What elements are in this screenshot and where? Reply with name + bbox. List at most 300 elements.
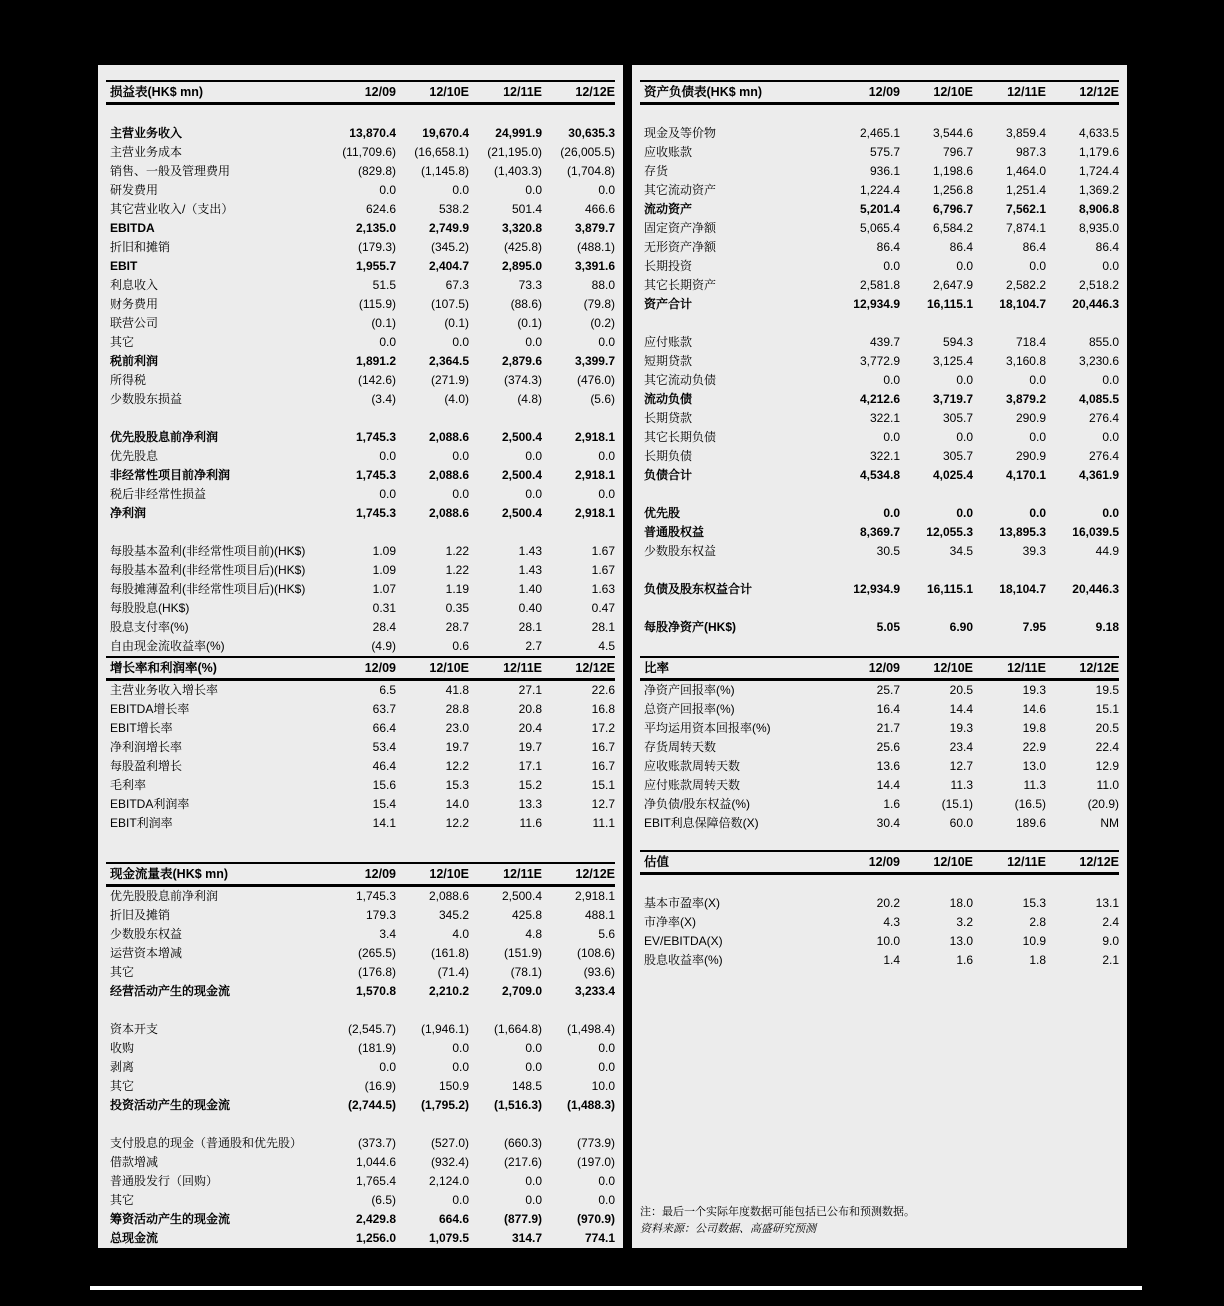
column-header: 12/10E — [933, 661, 973, 675]
column-header: 12/11E — [1007, 855, 1046, 869]
cell-value — [973, 874, 1046, 895]
cell-value: 21.7 — [876, 721, 900, 735]
row-label: EBITDA增长率 — [110, 702, 190, 716]
section-header-row — [640, 81, 1119, 104]
cell-value: 501.4 — [511, 202, 542, 216]
cell-value: (108.6) — [576, 946, 615, 960]
blank-row — [640, 561, 1119, 580]
table-row — [640, 181, 1119, 200]
table-row — [106, 219, 615, 238]
cell-value: 3,544.6 — [932, 126, 973, 140]
row-label — [640, 874, 827, 895]
cell-value: 1.40 — [518, 582, 542, 596]
cell-value: 14.1 — [372, 816, 396, 830]
cell-value: 7.95 — [1022, 620, 1046, 634]
cell-value: 2,088.6 — [428, 506, 469, 520]
cell-value: 44.9 — [1095, 544, 1119, 558]
table-row — [640, 447, 1119, 466]
column-header: 12/09 — [868, 661, 900, 675]
table-row — [106, 906, 615, 925]
cell-value: 6.90 — [949, 620, 973, 634]
cell-value: (271.9) — [430, 373, 469, 387]
section-title: 增长率和利润率(%) — [110, 661, 217, 675]
table-row — [106, 795, 615, 814]
cell-value: 987.3 — [1015, 145, 1046, 159]
table-row — [106, 428, 615, 447]
cell-value: 1,570.8 — [355, 984, 396, 998]
cell-value: 150.9 — [438, 1079, 469, 1093]
cell-value: 13.3 — [518, 797, 542, 811]
cell-value: 290.9 — [1015, 449, 1046, 463]
cell-value: (4.8) — [517, 392, 542, 406]
cell-value: 18,104.7 — [999, 582, 1046, 596]
row-label: 每股基本盈利(非经常性项目前)(HK$) — [110, 544, 306, 558]
cell-value: 23.0 — [445, 721, 469, 735]
footer-divider-line — [90, 1286, 1142, 1290]
table-row — [106, 1039, 615, 1058]
cell-value: 3,320.8 — [501, 221, 542, 235]
row-label: 经营活动产生的现金流 — [110, 984, 231, 998]
cell-value: 718.4 — [1015, 335, 1046, 349]
table-row — [106, 637, 615, 656]
cell-value: (1,488.3) — [566, 1098, 615, 1112]
cell-value: 575.7 — [869, 145, 900, 159]
row-label: 利息收入 — [110, 278, 159, 292]
cell-value: 12.2 — [445, 759, 469, 773]
row-label: 运营资本增减 — [110, 946, 183, 960]
cell-value: 0.0 — [1029, 373, 1046, 387]
cell-value — [469, 1001, 542, 1020]
row-label: 应付账款 — [644, 335, 693, 349]
cell-value: (527.0) — [430, 1136, 469, 1150]
row-label: 应收账款 — [644, 145, 693, 159]
cell-value: (88.6) — [510, 297, 542, 311]
table-row — [640, 466, 1119, 485]
table-row — [106, 700, 615, 719]
cell-value: 0.0 — [1102, 506, 1119, 520]
cell-value: 5,201.4 — [859, 202, 900, 216]
cell-value: 1.6 — [956, 953, 973, 967]
cell-value — [1046, 104, 1119, 125]
cell-value — [900, 599, 973, 618]
cell-value — [1046, 637, 1119, 656]
table-row — [640, 504, 1119, 523]
cell-value — [827, 874, 900, 895]
cell-value: 12.9 — [1095, 759, 1119, 773]
cell-value: 19.7 — [445, 740, 469, 754]
row-label — [640, 637, 827, 656]
cell-value: (151.9) — [503, 946, 542, 960]
cell-value: (115.9) — [358, 297, 396, 311]
cell-value: 2,500.4 — [501, 506, 542, 520]
cell-value — [827, 599, 900, 618]
cell-value: 15.4 — [372, 797, 396, 811]
cell-value: (4.9) — [371, 639, 396, 653]
cell-value: 305.7 — [942, 449, 973, 463]
blank-row — [106, 104, 615, 125]
table-row — [640, 894, 1119, 913]
row-label: 税后非经常性损益 — [110, 487, 207, 501]
row-label: 支付股息的现金（普通股和优先股） — [110, 1136, 303, 1150]
cell-value: 11.6 — [519, 816, 542, 830]
row-label: 长期贷款 — [644, 411, 693, 425]
row-label: 每股盈利增长 — [110, 759, 183, 773]
cell-value: 20.5 — [1095, 721, 1119, 735]
row-label: 筹资活动产生的现金流 — [110, 1212, 231, 1226]
cell-value: 0.0 — [452, 449, 469, 463]
table-row — [640, 776, 1119, 795]
cell-value — [323, 409, 396, 428]
row-label: EBITDA利润率 — [110, 797, 190, 811]
cell-value: 27.1 — [518, 683, 542, 697]
section-header-row — [106, 657, 615, 680]
cell-value: 30.4 — [876, 816, 900, 830]
cell-value: 0.0 — [956, 506, 973, 520]
cell-value: 15.6 — [372, 778, 396, 792]
cell-value: 1.22 — [445, 563, 469, 577]
row-label: 联营公司 — [110, 316, 159, 330]
cell-value: (11,709.6) — [342, 145, 396, 159]
cell-value: 2,465.1 — [859, 126, 900, 140]
cell-value: 1.19 — [445, 582, 469, 596]
table-row — [106, 925, 615, 944]
cell-value: 88.0 — [591, 278, 615, 292]
cell-value: (1,946.1) — [420, 1022, 469, 1036]
row-label: 少数股东损益 — [110, 392, 183, 406]
cell-value — [323, 523, 396, 542]
table-row — [106, 200, 615, 219]
cell-value: 345.2 — [438, 908, 469, 922]
cell-value: 14.4 — [876, 778, 900, 792]
table-row — [640, 371, 1119, 390]
cell-value: 22.6 — [591, 683, 615, 697]
table-row — [106, 238, 615, 257]
row-label: 资本开支 — [110, 1022, 159, 1036]
row-label — [106, 523, 323, 542]
cell-value: 15.2 — [518, 778, 542, 792]
cell-value: (26,005.5) — [560, 145, 615, 159]
cell-value: 0.0 — [1102, 373, 1119, 387]
cell-value — [973, 314, 1046, 333]
table-row — [106, 504, 615, 523]
cell-value: 14.6 — [1022, 702, 1046, 716]
section-title: 损益表(HK$ mn) — [110, 85, 204, 99]
cell-value: 19.7 — [518, 740, 542, 754]
column-header: 12/12E — [1079, 85, 1119, 99]
cell-value — [542, 409, 615, 428]
table-row — [640, 200, 1119, 219]
cell-value — [396, 1001, 469, 1020]
row-label: 销售、一般及管理费用 — [110, 164, 231, 178]
cell-value: 1,765.4 — [355, 1174, 396, 1188]
cell-value: 0.0 — [598, 1193, 615, 1207]
row-label: 其它营业收入/（支出） — [110, 202, 234, 216]
cell-value — [396, 104, 469, 125]
cell-value: 774.1 — [584, 1231, 615, 1245]
cell-value: 1,745.3 — [355, 889, 396, 903]
cell-value: 19.3 — [949, 721, 973, 735]
cell-value: 0.0 — [598, 335, 615, 349]
ratios-table — [640, 656, 1119, 833]
cell-value: 1.67 — [591, 544, 615, 558]
cell-value: (877.9) — [503, 1212, 542, 1226]
cell-value: 2.1 — [1102, 953, 1119, 967]
cell-value: 12.2 — [445, 816, 469, 830]
table-row — [106, 352, 615, 371]
cell-value: 0.0 — [379, 449, 396, 463]
row-label — [106, 104, 323, 125]
cell-value: 3,859.4 — [1005, 126, 1046, 140]
table-row — [106, 1077, 615, 1096]
column-header: 12/09 — [364, 867, 396, 881]
cell-value: 9.0 — [1102, 934, 1119, 948]
column-header: 12/09 — [868, 855, 900, 869]
cell-value: 20,446.3 — [1072, 582, 1119, 596]
cell-value: 2,088.6 — [428, 468, 469, 482]
valuation-section — [640, 850, 1119, 970]
cell-value: 0.0 — [452, 1060, 469, 1074]
cell-value: 0.0 — [452, 1041, 469, 1055]
column-header: 12/12E — [575, 85, 615, 99]
cell-value: 1,724.4 — [1078, 164, 1119, 178]
row-label: 存货 — [644, 164, 669, 178]
cell-value: 0.0 — [379, 487, 396, 501]
table-row — [106, 580, 615, 599]
cell-value: 0.0 — [598, 1060, 615, 1074]
cell-value: 2,210.2 — [428, 984, 469, 998]
row-label: 固定资产净额 — [644, 221, 717, 235]
cell-value — [542, 1001, 615, 1020]
row-label: 少数股东权益 — [644, 544, 717, 558]
cell-value: 594.3 — [942, 335, 973, 349]
cell-value: 2,088.6 — [428, 430, 469, 444]
cell-value: 3,879.7 — [574, 221, 615, 235]
cell-value: 20,446.3 — [1072, 297, 1119, 311]
cell-value: 6.5 — [379, 683, 396, 697]
cell-value: 4,085.5 — [1078, 392, 1119, 406]
cell-value: 2,429.8 — [355, 1212, 396, 1226]
row-label — [106, 1115, 323, 1134]
table-row — [106, 776, 615, 795]
cell-value: 2,124.0 — [428, 1174, 469, 1188]
cell-value: 17.2 — [591, 721, 615, 735]
cell-value: 4,534.8 — [859, 468, 900, 482]
cell-value — [900, 485, 973, 504]
cell-value: 1.07 — [372, 582, 396, 596]
cell-value: 15.3 — [1022, 896, 1046, 910]
cell-value: 1.67 — [591, 563, 615, 577]
cell-value: 3,719.7 — [932, 392, 973, 406]
cell-value — [827, 485, 900, 504]
cell-value: 13,870.4 — [349, 126, 396, 140]
cell-value: 11.0 — [1096, 778, 1119, 792]
cell-value — [900, 104, 973, 125]
cell-value: 2,749.9 — [428, 221, 469, 235]
cell-value: (476.0) — [576, 373, 615, 387]
cell-value — [900, 637, 973, 656]
cell-value: 16,115.1 — [926, 297, 973, 311]
cell-value: (79.8) — [583, 297, 615, 311]
row-label: 收购 — [110, 1041, 135, 1055]
column-header: 12/11E — [1007, 85, 1046, 99]
cell-value: 28.1 — [518, 620, 542, 634]
row-label: EV/EBITDA(X) — [644, 934, 723, 948]
row-label: 普通股权益 — [644, 525, 705, 539]
cell-value: 11.3 — [950, 778, 973, 792]
cell-value — [1046, 314, 1119, 333]
table-row — [106, 757, 615, 776]
cell-value: (16.5) — [1014, 797, 1046, 811]
row-label: 主营业务成本 — [110, 145, 183, 159]
cell-value: 24,991.9 — [495, 126, 542, 140]
cell-value: 19,670.4 — [422, 126, 469, 140]
cell-value: 12.7 — [949, 759, 973, 773]
cell-value — [323, 1001, 396, 1020]
cell-value: 3,399.7 — [574, 354, 615, 368]
cell-value: 0.0 — [1102, 430, 1119, 444]
cell-value: 0.0 — [525, 1041, 542, 1055]
cell-value — [396, 409, 469, 428]
cell-value: 73.3 — [518, 278, 542, 292]
row-label: 其它 — [110, 335, 135, 349]
cell-value: 2,895.0 — [501, 259, 542, 273]
table-row — [106, 485, 615, 504]
cell-value: 2,404.7 — [428, 259, 469, 273]
row-label: 毛利率 — [110, 778, 147, 792]
cell-value: (16,658.1) — [414, 145, 469, 159]
column-header: 12/11E — [503, 661, 542, 675]
cell-value: 1,745.3 — [355, 430, 396, 444]
cell-value: 2,918.1 — [574, 430, 615, 444]
cell-value: 664.6 — [438, 1212, 469, 1226]
cell-value: 19.5 — [1095, 683, 1119, 697]
cell-value: 290.9 — [1015, 411, 1046, 425]
row-label: 其它长期资产 — [644, 278, 717, 292]
cell-value: 3,879.2 — [1005, 392, 1046, 406]
cell-value: 3,391.6 — [574, 259, 615, 273]
cell-value: 2,581.8 — [859, 278, 900, 292]
table-row — [640, 580, 1119, 599]
cell-value: 0.0 — [525, 183, 542, 197]
cell-value — [542, 1115, 615, 1134]
section-header-row — [640, 851, 1119, 874]
cell-value: (1,145.8) — [420, 164, 469, 178]
cell-value: 18,104.7 — [999, 297, 1046, 311]
cell-value: 1,464.0 — [1005, 164, 1046, 178]
table-row — [106, 124, 615, 143]
cell-value: 2,709.0 — [501, 984, 542, 998]
cell-value: 0.0 — [598, 183, 615, 197]
cell-value: 2.4 — [1102, 915, 1119, 929]
cell-value: (1,516.3) — [493, 1098, 542, 1112]
cell-value: 2,518.2 — [1078, 278, 1119, 292]
column-header: 12/12E — [1079, 661, 1119, 675]
table-row — [640, 295, 1119, 314]
cell-value: 16.4 — [876, 702, 900, 716]
cell-value: 0.0 — [598, 1174, 615, 1188]
cell-value: 66.4 — [372, 721, 396, 735]
blank-row — [106, 523, 615, 542]
cell-value — [542, 523, 615, 542]
cell-value: 2,918.1 — [574, 889, 615, 903]
row-label: 优先股股息前净利润 — [110, 889, 219, 903]
table-row — [106, 542, 615, 561]
table-row — [106, 276, 615, 295]
row-label — [640, 314, 827, 333]
table-row — [640, 428, 1119, 447]
cell-value: 2,500.4 — [501, 468, 542, 482]
cell-value: (78.1) — [510, 965, 542, 979]
table-row — [106, 1229, 615, 1248]
table-row — [106, 1191, 615, 1210]
cell-value: 1,224.4 — [859, 183, 900, 197]
cell-value: 16,115.1 — [926, 582, 973, 596]
row-label: 借款增减 — [110, 1155, 159, 1169]
cell-value: 63.7 — [372, 702, 396, 716]
table-row — [640, 932, 1119, 951]
cell-value: (660.3) — [503, 1136, 542, 1150]
cell-value: 276.4 — [1088, 449, 1119, 463]
blank-row — [106, 1001, 615, 1020]
row-label: 研发费用 — [110, 183, 159, 197]
cell-value: 20.2 — [876, 896, 900, 910]
cell-value — [396, 523, 469, 542]
cell-value: 0.35 — [445, 601, 469, 615]
cell-value: (2,545.7) — [347, 1022, 396, 1036]
cell-value: 276.4 — [1088, 411, 1119, 425]
table-row — [640, 276, 1119, 295]
cell-value: 2,918.1 — [574, 468, 615, 482]
cell-value: 5.05 — [876, 620, 900, 634]
cell-value: 30,635.3 — [568, 126, 615, 140]
cell-value: 0.0 — [525, 1174, 542, 1188]
cell-value: 0.0 — [452, 183, 469, 197]
cell-value — [900, 874, 973, 895]
cell-value: (345.2) — [430, 240, 469, 254]
cell-value: 488.1 — [584, 908, 615, 922]
row-label: 自由现金流收益率(%) — [110, 639, 225, 653]
cell-value: 13.1 — [1095, 896, 1119, 910]
cell-value: NM — [1100, 816, 1119, 830]
cell-value: 179.3 — [365, 908, 396, 922]
column-header: 12/10E — [429, 85, 469, 99]
cell-value: 19.8 — [1022, 721, 1046, 735]
cell-value: (0.1) — [517, 316, 542, 330]
cell-value: 4,361.9 — [1078, 468, 1119, 482]
cell-value: (970.9) — [576, 1212, 615, 1226]
table-row — [106, 1210, 615, 1229]
table-row — [106, 162, 615, 181]
growth-table — [106, 656, 615, 833]
table-row — [106, 680, 615, 701]
cell-value: (1,704.8) — [566, 164, 615, 178]
cell-value: 855.0 — [1088, 335, 1119, 349]
cell-value: 0.0 — [956, 430, 973, 444]
cell-value: 8,935.0 — [1078, 221, 1119, 235]
row-label — [640, 485, 827, 504]
cell-value: 1,179.6 — [1078, 145, 1119, 159]
cell-value: 4,633.5 — [1078, 126, 1119, 140]
row-label: 优先股股息前净利润 — [110, 430, 219, 444]
cell-value: 1.8 — [1029, 953, 1046, 967]
row-label: 其它 — [110, 1079, 135, 1093]
footnotes — [640, 1204, 915, 1238]
cell-value: 22.4 — [1095, 740, 1119, 754]
cell-value: 0.0 — [956, 259, 973, 273]
table-row — [640, 124, 1119, 143]
cell-value: (488.1) — [576, 240, 615, 254]
blank-row — [640, 637, 1119, 656]
